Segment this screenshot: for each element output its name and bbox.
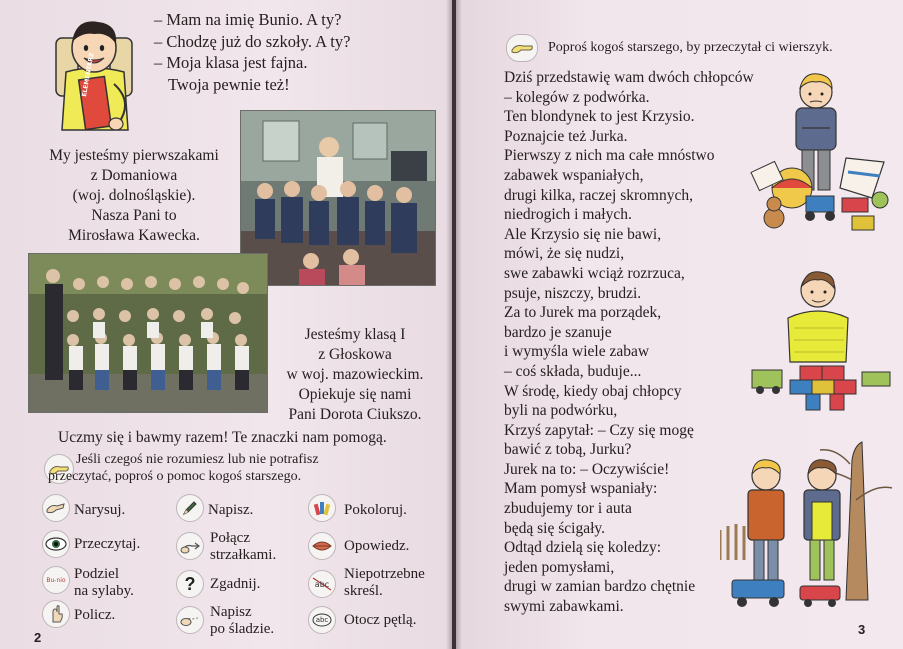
help-note-line: przeczytać, poproś o pomoc kogoś starszego. bbox=[48, 469, 302, 484]
question-mark-icon bbox=[176, 570, 204, 598]
help-note bbox=[48, 451, 319, 485]
arrow-hand-icon bbox=[176, 532, 204, 560]
sign-label-count: Policz. bbox=[74, 607, 116, 623]
poem-line: zabawek wspaniałych, bbox=[504, 166, 644, 184]
counting-hand-icon bbox=[42, 600, 70, 628]
sign-label-guess: Zgadnij. bbox=[210, 576, 261, 592]
krzysio-toys-illustration bbox=[750, 70, 900, 248]
syllables-icon-text: Bu-nio bbox=[46, 576, 66, 584]
mouth-icon bbox=[308, 532, 336, 560]
sign-label-tell: Opowiedz. bbox=[344, 538, 410, 554]
caption-line: z Domaniowa bbox=[90, 167, 178, 184]
caption-line: (woj. dolnośląskie). bbox=[72, 187, 196, 204]
crossed-letters-text: abc bbox=[314, 579, 330, 589]
crossed-letters-icon bbox=[308, 570, 336, 598]
sign-label-line: Niepotrzebne bbox=[344, 566, 425, 582]
read-instruction: Poproś kogoś starszego, by przeczytał ci wierszyk. bbox=[548, 40, 833, 55]
poem-line: Ten blondynek to jest Krzysio. bbox=[504, 108, 695, 126]
poem-line: – kolegów z podwórka. bbox=[504, 88, 650, 106]
signs-heading: Uczmy się i bawmy razem! Te znaczki nam pomogą. bbox=[58, 429, 387, 446]
sign-label-write: Napisz. bbox=[208, 502, 254, 518]
caption-line: Jesteśmy klasą I bbox=[304, 326, 406, 343]
sign-label-read: Przeczytaj. bbox=[74, 536, 141, 552]
sign-label-connect bbox=[210, 530, 276, 564]
poem-line: swe zabawki wciąż rozrzuca, bbox=[504, 264, 685, 282]
caption-line: My jesteśmy pierwszakami bbox=[49, 147, 219, 164]
page-number-left: 2 bbox=[34, 630, 42, 645]
sign-label-loop: Otocz pętlą. bbox=[344, 612, 417, 628]
loop-icon bbox=[308, 606, 336, 634]
intro-dialogue bbox=[154, 9, 350, 95]
caption-line: Mirosława Kawecka. bbox=[68, 227, 200, 244]
crayons-icon bbox=[308, 494, 336, 522]
poem-line: niedrogich i małych. bbox=[504, 206, 632, 224]
right-page bbox=[456, 0, 903, 649]
page-number-right: 3 bbox=[858, 622, 866, 637]
caption-gloskow bbox=[258, 325, 452, 425]
poem-line: byli na podwórku, bbox=[504, 402, 618, 420]
two-boys-cars-illustration bbox=[720, 440, 900, 610]
poem-line: Pierwszy z nich ma całe mnóstwo bbox=[504, 147, 715, 165]
helping-hands-icon bbox=[506, 34, 538, 62]
syllables-icon bbox=[42, 566, 70, 594]
class-photo-gloskow bbox=[28, 253, 268, 413]
poem bbox=[504, 68, 754, 617]
intro-line: – Mam na imię Bunio. A ty? bbox=[154, 10, 342, 29]
loop-icon-text: abc bbox=[315, 616, 329, 624]
poem-line: Dziś przedstawię wam dwóch chłopców bbox=[504, 69, 754, 86]
poem-line: bawić z tobą, Jurku? bbox=[504, 441, 632, 459]
poem-line: Krzyś zapytał: – Czy się mogę bbox=[504, 421, 694, 439]
poem-line: Poznajcie też Jurka. bbox=[504, 127, 628, 145]
poem-line: Odtąd dzielą się koledzy: bbox=[504, 539, 662, 557]
sign-label-line: po śladzie. bbox=[210, 621, 275, 637]
caption-line: w woj. mazowieckim. bbox=[286, 366, 424, 383]
caption-domaniow bbox=[34, 146, 234, 246]
question-mark-glyph: ? bbox=[184, 573, 196, 594]
sign-label-trace bbox=[210, 604, 274, 638]
sign-label-color: Pokoloruj. bbox=[344, 502, 407, 518]
poem-line: Jurek na to: – Oczywiście! bbox=[504, 460, 670, 478]
pen-icon bbox=[176, 494, 204, 522]
poem-line: mówi, że się nudzi, bbox=[504, 245, 625, 263]
jurek-blocks-illustration bbox=[750, 266, 900, 412]
sign-label-cross bbox=[344, 566, 425, 600]
poem-line: i wymyśla wiele zabaw bbox=[504, 343, 650, 361]
poem-line: będą się ścigały. bbox=[504, 519, 605, 537]
poem-line: swymi zabawkami. bbox=[504, 598, 624, 616]
caption-line: Nasza Pani to bbox=[91, 207, 177, 224]
poem-line: drugi w zamian bardzo chętnie bbox=[504, 578, 696, 596]
poem-line: – coś składa, buduje... bbox=[504, 362, 642, 380]
poem-line: Za to Jurek ma porządek, bbox=[504, 304, 662, 322]
caption-line: Opiekuje się nami bbox=[298, 386, 412, 403]
sign-label-line: strzałkami. bbox=[210, 547, 277, 563]
sign-label-line: na sylaby. bbox=[74, 583, 134, 599]
poem-line: W środę, kiedy obaj chłopcy bbox=[504, 382, 682, 400]
tracing-hand-icon bbox=[176, 606, 204, 634]
intro-line: – Moja klasa jest fajna. bbox=[154, 53, 308, 72]
poem-line: psuje, niszczy, brudzi. bbox=[504, 284, 642, 302]
sign-label-syllables bbox=[74, 566, 134, 600]
intro-line: – Chodzę już do szkoły. A ty? bbox=[154, 31, 351, 51]
poem-line: bardzo je szanuje bbox=[504, 323, 612, 341]
book-spine bbox=[446, 0, 462, 649]
bunio-boy-illustration bbox=[48, 12, 146, 136]
poem-line: zbudujemy tor i auta bbox=[504, 500, 632, 518]
sign-label-line: Napisz bbox=[210, 604, 252, 620]
sign-label-line: Połącz bbox=[210, 530, 250, 546]
drawing-hand-icon bbox=[42, 494, 70, 522]
poem-line: Mam pomysł wspaniały: bbox=[504, 480, 658, 498]
poem-line: jeden pomysłami, bbox=[504, 558, 615, 576]
sign-label-line: Podziel bbox=[74, 566, 119, 582]
sign-label-line: skreśl. bbox=[344, 583, 383, 599]
sign-label-draw: Narysuj. bbox=[74, 502, 126, 518]
class-photo-domaniow bbox=[240, 110, 436, 286]
poem-line: drugi kilka, raczej skromnych, bbox=[504, 186, 693, 204]
intro-line: Twoja pewnie też! bbox=[168, 74, 290, 94]
poem-line: Ale Krzysio się nie bawi, bbox=[504, 225, 662, 243]
caption-line: z Głoskowa bbox=[318, 346, 392, 363]
help-note-line: Jeśli czegoś nie rozumiesz lub nie potrafisz bbox=[76, 452, 319, 467]
backpack-label: ELEMENTARZ bbox=[81, 52, 96, 98]
eye-icon bbox=[42, 530, 70, 558]
caption-line: Pani Dorota Ciukszo. bbox=[288, 406, 422, 423]
